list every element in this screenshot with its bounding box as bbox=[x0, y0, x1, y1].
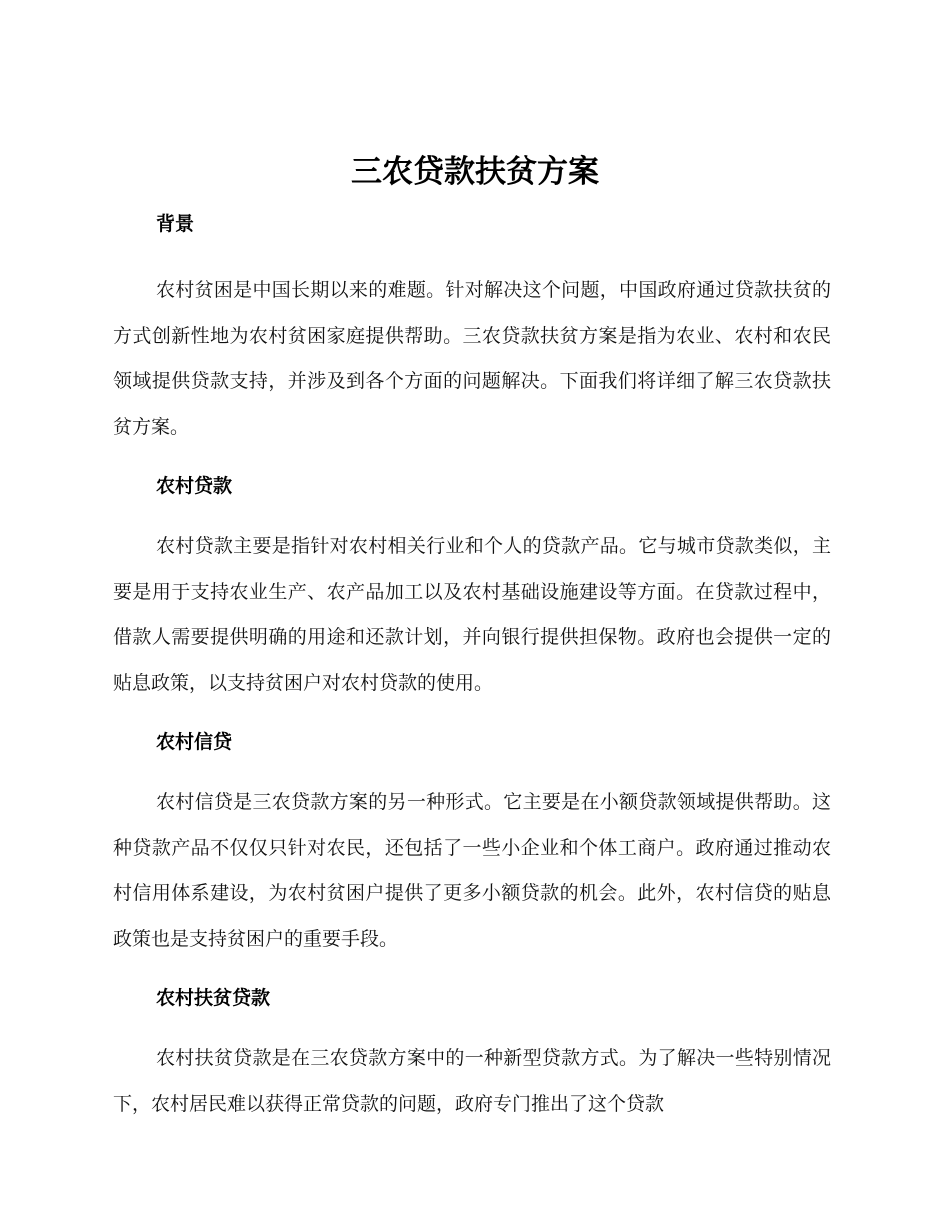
section-heading: 背景 bbox=[156, 213, 195, 235]
section-paragraph: 农村贫困是中国长期以来的难题。针对解决这个问题，中国政府通过贷款扶贫的方式创新性地为农村贫困家庭提供帮助。三农贷款扶贫方案是指为农业、农村和农民领域提供贷款支持，并涉及到各个方面的问题解决。下面我们将详细了解三农贷款扶贫方案。 bbox=[113, 279, 831, 438]
section-rural-credit bbox=[113, 718, 831, 962]
section-heading: 农村扶贫贷款 bbox=[156, 987, 271, 1009]
section-heading: 农村信贷 bbox=[156, 731, 233, 753]
section-paragraph: 农村信贷是三农贷款方案的另一种形式。它主要是在小额贷款领域提供帮助。这种贷款产品不仅仅只针对农民，还包括了一些小企业和个体工商户。政府通过推动农村信用体系建设，为农村贫困户提供了更多小额贷款的机会。此外，农村信贷的贴息政策也是支持贫困户的重要手段。 bbox=[113, 791, 831, 950]
section-paragraph: 农村贷款主要是指针对农村相关行业和个人的贷款产品。它与城市贷款类似，主要是用于支持农业生产、农产品加工以及农村基础设施建设等方面。在贷款过程中，借款人需要提供明确的用途和还款计划，并向银行提供担保物。政府也会提供一定的贴息政策，以支持贫困户对农村贷款的使用。 bbox=[113, 535, 831, 694]
document-title: 三农贷款扶贫方案 bbox=[351, 154, 599, 190]
section-background bbox=[113, 200, 831, 450]
document-body bbox=[113, 200, 831, 1139]
section-heading: 农村贷款 bbox=[156, 475, 233, 497]
section-poverty-alleviation-loans bbox=[113, 974, 831, 1127]
section-rural-loans bbox=[113, 462, 831, 706]
section-paragraph: 农村扶贫贷款是在三农贷款方案中的一种新型贷款方式。为了解决一些特别情况下，农村居民难以获得正常贷款的问题，政府专门推出了这个贷款 bbox=[113, 1047, 831, 1115]
